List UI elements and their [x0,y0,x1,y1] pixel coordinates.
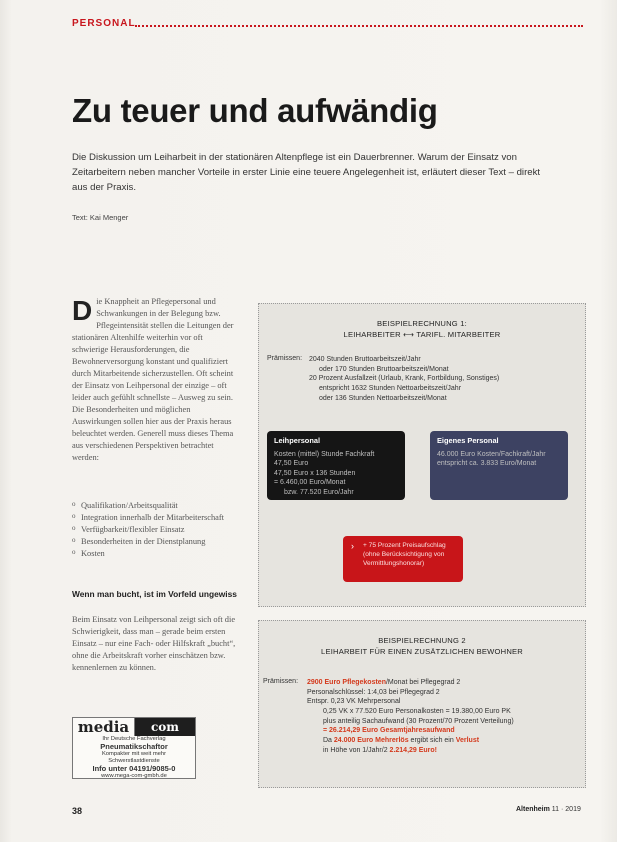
premise-line: oder 136 Stunden Nettoarbeitszeit/Monat [319,394,447,402]
card-line: = 6.460,00 Euro/Monat [274,479,346,487]
ad-phone: Info unter 04191/9085-0 [92,763,176,773]
article-body-2: Beim Einsatz von Leihpersonal zeigt sich oft die Schwierigkeit, dass man – gerade beim ersten Einsatz – nur eine Fach- oder Hilfskraft „bucht“, ohne die Arbeitskraft vorher einschätzen bzw. kennenlernen zu können. [72,615,236,673]
premise-line: in Höhe von 1/Jahr/2 2.214,29 Euro! [323,746,438,754]
premise-line: 20 Prozent Ausfallzeit (Urlaub, Krank, Fortbildung, Sonstiges) [309,375,500,383]
example-calculation-1 [258,303,586,607]
premises [307,678,514,755]
ad-text: Schwerstlastdienste [108,757,160,764]
article-author: Text: Kai Menger [72,213,129,222]
ad-headline: Pneumatikschaftor [100,741,168,751]
premise-line: Da 24.000 Euro Mehrerlös ergibt sich ein Verlust [323,736,480,744]
card-line: 47,50 Euro [274,460,309,468]
list-item: o Qualifikation/Arbeitsqualität [72,500,242,512]
premise-line: 0,25 VK x 77.520 Euro Personalkosten = 19.380,00 Euro PK [323,707,511,715]
premise-label: Prämissen: [263,678,299,685]
premise-line: Entspr. 0,23 VK Mehrpersonal [307,698,401,706]
advertisement[interactable] [72,717,196,779]
premise-line: 2040 Stunden Bruttoarbeitszeit/Jahr [309,356,421,363]
list-item: o Kosten [72,548,242,560]
list-item: o Integration innerhalb der Mitarbeiterschaft [72,512,242,524]
example-calculation-2 [258,620,586,788]
card-title: Leihpersonal [274,436,320,445]
magazine-issue: Altenheim 11 · 2019 [516,806,581,813]
ad-url: www.mega-com-gmbh.de [101,773,167,780]
ad-logo-left: media [73,718,135,736]
drop-cap: D [72,295,93,326]
premise-line: entspricht 1632 Stunden Nettoarbeitszeit/Jahr [319,384,462,392]
premise-line: plus anteilig Sachaufwand (30 Prozent/70 Prozent Verteilung) [323,717,514,725]
chevron-right-icon: › [351,541,354,551]
premise-label: Prämissen: [267,355,303,362]
premises [309,355,499,403]
example-1-subtitle: LEIHARBEITER ⟷ TARIFL. MITARBEITER [343,330,501,339]
section-label: PERSONAL [72,18,136,29]
section-dotted-rule [135,25,583,27]
surcharge-note [343,536,463,582]
list-item: o Besonderheiten in der Dienstplanung [72,536,242,548]
example-2-title: BEISPIELRECHNUNG 2 [378,636,466,645]
article-subhead: Wenn man bucht, ist im Vorfeld ungewiss [72,589,237,599]
article-lead: Die Diskussion um Leiharbeit in der stationären Altenpflege ist ein Dauerbrenner. Warum der Einsatz von Zeitarbeitern neben mancher Vorteile in erster Linie eine teuere Angelegenheit ist, erläutert dieser Text – direkt aus der Praxis. [72,152,541,193]
premise-line: oder 170 Stunden Bruttoarbeitszeit/Monat [319,365,449,373]
article-title: Zu teuer und aufwändig [72,92,438,129]
premise-line: Personalschlüssel: 1:4,03 bei Pflegegrad 2 [307,688,440,696]
intro-text: ie Knappheit an Pflegepersonal und Schwankungen in der Belegung bzw. Pflegeintensität stellen die Leitungen der stationären Altenhilfe weiterhin vor oft schwierige Herausforderungen, die Bewohnerversorgung konstant und qualifiziert durch Mitarbeitende sicherzustellen. Oft scheint der Einsatz von Leihpersonal der einzige – oft leider auch gefühlt schnellste – Ausweg zu sein. Die Besonderheiten und möglichen Auswirkungen sollen hier aus der Praxis heraus beleuchtet werden. Generell muss dieses Thema aus verschiedenen Perspektiven betrachtet werden: [72,297,234,463]
card-line: entspricht ca. 3.833 Euro/Monat [437,460,537,468]
perspective-list [72,500,242,560]
card-line: 46.000 Euro Kosten/Fachkraft/Jahr [437,450,546,458]
card-line: Kosten (mittel) Stunde Fachkraft [274,450,375,458]
leihpersonal-card [267,431,405,500]
list-item: o Verfügbarkeit/flexibler Einsatz [72,524,242,536]
premise-line: = 26.214,29 Euro Gesamtjahresaufwand [323,727,455,735]
card-line: bzw. 77.520 Euro/Jahr [284,488,354,496]
ad-text: Kompakter mit weit mehr [101,751,167,758]
eigenes-personal-card [430,431,568,500]
example-1-title: BEISPIELRECHNUNG 1: [377,319,467,328]
page-number: 38 [72,806,83,816]
example-2-subtitle: LEIHARBEIT FÜR EINEN ZUSÄTZLICHEN BEWOHNER [321,647,523,656]
card-line: 47,50 Euro x 136 Stunden [274,469,356,477]
ad-text: Ihr Deutsche Fachverlag [102,736,166,742]
card-title: Eigenes Personal [437,436,499,445]
ad-logo [73,718,195,736]
ad-logo-right: com [135,718,195,736]
article-intro [72,296,238,464]
premise-line: 2900 Euro Pflegekosten/Monat bei Pflegegrad 2 [307,679,461,686]
surcharge-text: + 75 Prozent Preisaufschlag (ohne Berücksichtigung von Vermittlungshonorar) [363,542,446,568]
